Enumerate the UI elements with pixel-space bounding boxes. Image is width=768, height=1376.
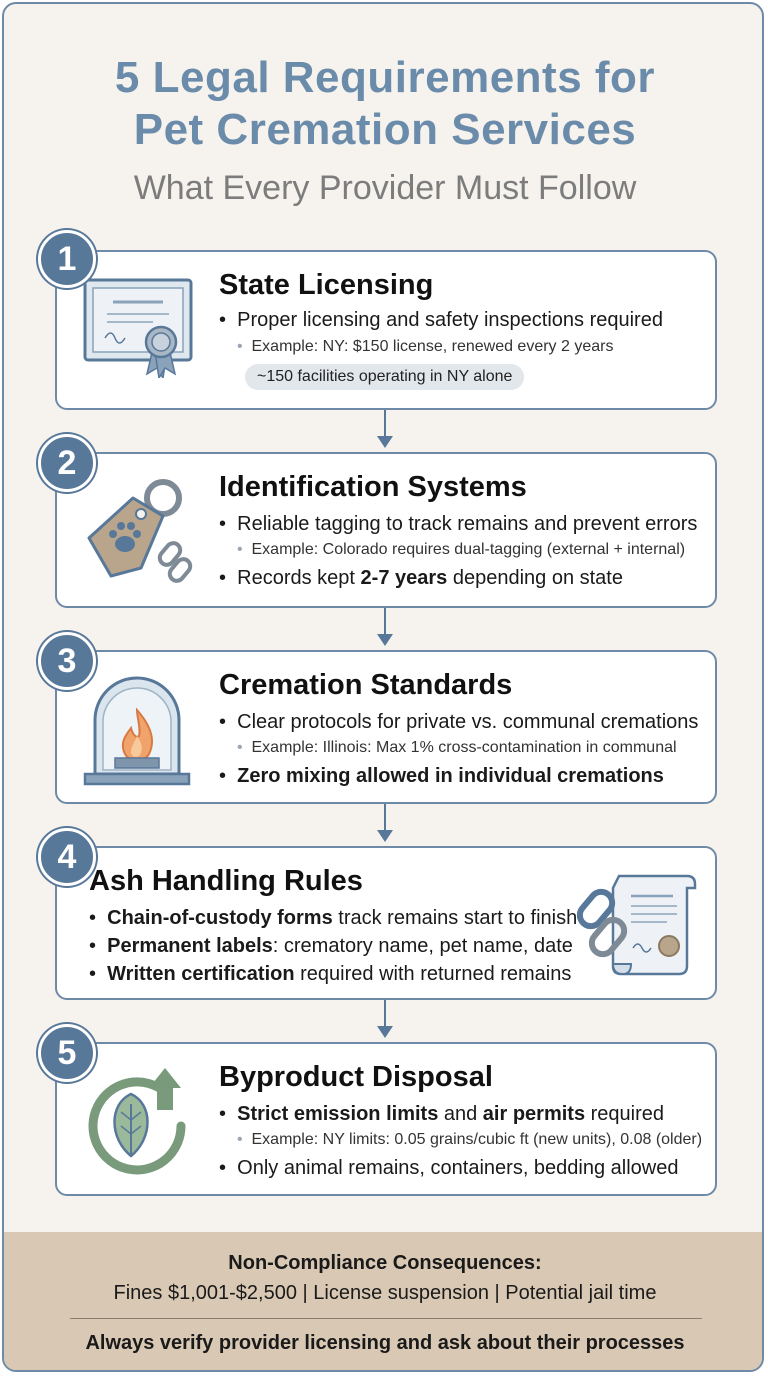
section-bullet [89, 962, 571, 986]
section-bullet [219, 764, 664, 788]
bullet-bold: 2-7 years [360, 567, 448, 589]
footer-divider [70, 1318, 702, 1319]
bullet-dot: • [219, 309, 227, 331]
bullet-dot: • [219, 1157, 227, 1179]
footer-details: Fines $1,001-$2,500 | License suspension | Potential jail time [113, 1282, 657, 1304]
example-text: Example: NY limits: 0.05 grains/cubic ft (new units), 0.08 (older) [251, 1131, 703, 1148]
section-card-identification [55, 452, 717, 608]
bullet-text: depending on state [447, 567, 623, 589]
bullet-text: and [438, 1103, 483, 1125]
example-text: Example: NY: $150 license, renewed every 2 years [251, 338, 614, 355]
title-line-2: Pet Cremation Services [133, 105, 637, 154]
section-bullet [219, 710, 698, 734]
section-bullet [219, 1156, 679, 1180]
bullet-text: Reliable tagging to track remains and prevent errors [237, 513, 698, 535]
example-text: Example: Illinois: Max 1% cross-contamination in communal [251, 739, 677, 756]
bullet-dot: • [219, 513, 227, 535]
footer-heading: Non-Compliance Consequences: [228, 1252, 542, 1274]
bullet-bold: Strict emission limits [237, 1103, 439, 1125]
bullet-text: Records kept [237, 567, 361, 589]
down-arrow-icon [375, 410, 395, 450]
bullet-text: required with returned remains [294, 963, 572, 985]
bullet-dot: • [219, 567, 227, 589]
infographic-frame [2, 2, 764, 1372]
bullet-text: Proper licensing and safety inspections required [237, 309, 663, 331]
section-title: Cremation Standards [219, 669, 513, 701]
bullet-dot: • [89, 963, 97, 985]
bullet-text: Only animal remains, containers, bedding allowed [237, 1157, 679, 1179]
page-subtitle: What Every Provider Must Follow [133, 169, 637, 207]
section-example [237, 337, 613, 357]
bullet-dot: • [219, 711, 227, 733]
bullet-dot: • [219, 1103, 227, 1125]
sub-bullet-dot: • [237, 338, 243, 355]
sub-bullet-dot: • [237, 541, 243, 558]
example-text: Example: Colorado requires dual-tagging (external + internal) [251, 541, 686, 558]
bullet-bold: Zero mixing allowed in individual cremations [237, 765, 664, 787]
bullet-dot: • [89, 907, 97, 929]
section-title: Ash Handling Rules [89, 865, 363, 897]
certificate-icon [83, 278, 195, 378]
section-card-cremation-standards [55, 650, 717, 804]
leaf-recycle-icon [81, 1064, 197, 1180]
footer-consequences [4, 1232, 764, 1372]
section-title: Identification Systems [219, 471, 527, 503]
section-card-state-licensing [55, 250, 717, 410]
step-badge-1: 1 [38, 230, 96, 288]
section-example [237, 738, 677, 758]
section-bullet [89, 906, 577, 930]
page-title [4, 52, 764, 156]
stat-pill: ~150 facilities operating in NY alone [245, 364, 524, 390]
down-arrow-icon [375, 608, 395, 648]
step-badge-3: 3 [38, 632, 96, 690]
section-bullet [89, 934, 573, 958]
section-example [237, 540, 685, 560]
bullet-bold: Chain-of-custody forms [107, 907, 333, 929]
bullet-text: Clear protocols for private vs. communal cremations [237, 711, 699, 733]
down-arrow-icon [375, 1000, 395, 1040]
title-line-1: 5 Legal Requirements for [114, 53, 656, 102]
section-title: State Licensing [219, 269, 434, 301]
bullet-text: : crematory name, pet name, date [272, 935, 573, 957]
section-title: Byproduct Disposal [219, 1061, 493, 1093]
flame-chamber-icon [81, 670, 193, 788]
section-bullet [219, 566, 623, 590]
bullet-bold: air permits [482, 1103, 586, 1125]
footer-advice: Always verify provider licensing and ask about their processes [85, 1332, 685, 1354]
sub-bullet-dot: • [237, 1131, 243, 1148]
section-bullet [219, 1102, 664, 1126]
bullet-bold: Written certification [107, 963, 295, 985]
bullet-dot: • [89, 935, 97, 957]
bullet-text: track remains start to finish [332, 907, 578, 929]
bullet-bold: Permanent labels [107, 935, 273, 957]
section-bullet [219, 308, 663, 332]
bullet-text: required [585, 1103, 664, 1125]
chain-document-icon [577, 868, 701, 980]
section-example [237, 1130, 702, 1150]
down-arrow-icon [375, 804, 395, 844]
sub-bullet-dot: • [237, 739, 243, 756]
section-card-ash-handling [55, 846, 717, 1000]
paw-tag-icon [81, 476, 201, 586]
step-badge-5: 5 [38, 1024, 96, 1082]
bullet-dot: • [219, 765, 227, 787]
section-bullet [219, 512, 697, 536]
step-badge-2: 2 [38, 434, 96, 492]
step-badge-4: 4 [38, 828, 96, 886]
section-card-byproduct-disposal [55, 1042, 717, 1196]
